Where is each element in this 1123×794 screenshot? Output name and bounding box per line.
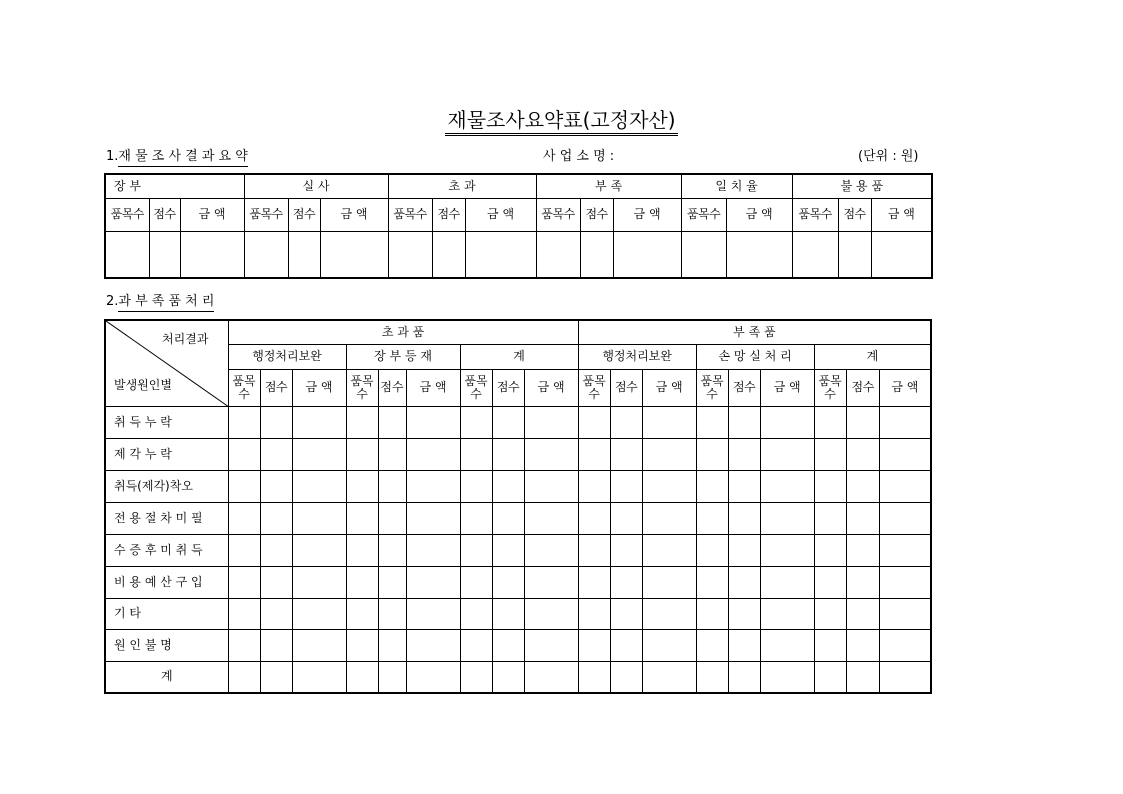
data-cell[interactable] [879, 566, 931, 598]
data-cell[interactable] [846, 534, 879, 566]
data-cell[interactable] [696, 629, 728, 661]
data-cell[interactable] [642, 534, 696, 566]
data-cell[interactable] [879, 406, 931, 438]
col-amount: 금 액 [871, 198, 932, 231]
data-cell[interactable] [406, 534, 460, 566]
data-cell[interactable] [760, 661, 814, 693]
data-cell[interactable] [292, 470, 346, 502]
sub-loss-processing: 손 망 실 처 리 [696, 344, 814, 369]
data-cell[interactable] [292, 598, 346, 629]
data-cell[interactable] [846, 661, 879, 693]
data-cell[interactable] [465, 231, 536, 278]
data-cell[interactable] [406, 661, 460, 693]
data-cell[interactable] [292, 661, 346, 693]
data-cell[interactable] [728, 534, 760, 566]
data-cell[interactable] [492, 629, 524, 661]
col-amount: 금 액 [613, 198, 681, 231]
data-cell[interactable] [760, 406, 814, 438]
data-cell[interactable] [492, 534, 524, 566]
data-cell[interactable] [406, 629, 460, 661]
data-cell[interactable] [524, 661, 578, 693]
data-cell[interactable] [728, 661, 760, 693]
col-count: 점수 [610, 369, 642, 406]
inventory-summary-table [104, 173, 933, 279]
data-cell[interactable] [492, 406, 524, 438]
table-row [105, 502, 931, 534]
data-cell[interactable] [879, 534, 931, 566]
col-count: 점수 [838, 198, 871, 231]
data-cell[interactable] [524, 629, 578, 661]
table-row [105, 534, 931, 566]
data-cell[interactable] [728, 629, 760, 661]
data-cell[interactable] [642, 598, 696, 629]
sub-total: 계 [460, 344, 578, 369]
data-cell[interactable] [406, 502, 460, 534]
data-cell[interactable] [578, 470, 610, 502]
col-count: 점수 [492, 369, 524, 406]
data-cell[interactable] [228, 534, 260, 566]
data-cell[interactable] [378, 629, 406, 661]
data-cell[interactable] [524, 502, 578, 534]
col-item-count: 품목수 [460, 369, 492, 406]
table-row [105, 406, 931, 438]
data-cell[interactable] [460, 566, 492, 598]
data-cell[interactable] [846, 406, 879, 438]
data-cell[interactable] [378, 406, 406, 438]
col-item-count: 품목수 [346, 369, 378, 406]
group-header-excess: 초 과 [388, 174, 536, 198]
data-cell[interactable] [814, 629, 846, 661]
table-row [105, 438, 931, 470]
table-row [105, 566, 931, 598]
data-cell[interactable] [728, 502, 760, 534]
data-cell[interactable] [260, 661, 292, 693]
sub-total: 계 [814, 344, 931, 369]
data-cell[interactable] [288, 231, 320, 278]
data-cell[interactable] [378, 502, 406, 534]
table-row [105, 470, 931, 502]
data-cell[interactable] [642, 629, 696, 661]
diag-bottom-label: 발생원인별 [114, 378, 172, 392]
data-cell[interactable] [460, 470, 492, 502]
data-cell[interactable] [460, 406, 492, 438]
data-cell[interactable] [346, 502, 378, 534]
diagonal-header-cell [105, 320, 228, 406]
col-amount: 금 액 [642, 369, 696, 406]
data-cell[interactable] [292, 502, 346, 534]
data-cell[interactable] [846, 629, 879, 661]
data-cell[interactable] [610, 629, 642, 661]
data-cell[interactable] [879, 470, 931, 502]
section1-label: 재 물 조 사 결 과 요 약 [118, 149, 247, 167]
data-cell[interactable] [378, 598, 406, 629]
data-cell[interactable] [814, 438, 846, 470]
data-cell[interactable] [728, 438, 760, 470]
group-header-match-rate: 일 치 율 [681, 174, 792, 198]
data-cell[interactable] [578, 438, 610, 470]
data-cell[interactable] [578, 534, 610, 566]
data-cell[interactable] [524, 438, 578, 470]
data-cell[interactable] [610, 661, 642, 693]
data-cell[interactable] [346, 438, 378, 470]
data-cell[interactable] [871, 231, 932, 278]
data-cell[interactable] [292, 406, 346, 438]
data-cell[interactable] [814, 406, 846, 438]
data-cell[interactable] [728, 406, 760, 438]
excess-items-header: 초 과 품 [228, 320, 578, 344]
data-cell[interactable] [460, 534, 492, 566]
data-cell[interactable] [838, 231, 871, 278]
data-cell[interactable] [760, 629, 814, 661]
row-label: 취득(제각)착오 [105, 470, 228, 502]
data-cell[interactable] [846, 502, 879, 534]
col-count: 점수 [260, 369, 292, 406]
data-cell[interactable] [260, 629, 292, 661]
data-cell[interactable] [406, 438, 460, 470]
col-item-count: 품목수 [578, 369, 610, 406]
data-cell[interactable] [524, 470, 578, 502]
data-cell[interactable] [524, 566, 578, 598]
data-cell[interactable] [228, 470, 260, 502]
data-cell[interactable] [610, 566, 642, 598]
diag-top-label: 처리결과 [162, 332, 209, 346]
data-cell[interactable] [760, 502, 814, 534]
unit-label: (단위 : 원) [858, 149, 919, 164]
data-cell[interactable] [760, 438, 814, 470]
col-item-count: 품목수 [696, 369, 728, 406]
data-cell[interactable] [228, 661, 260, 693]
data-cell[interactable] [696, 661, 728, 693]
data-cell[interactable] [260, 534, 292, 566]
data-cell[interactable] [610, 470, 642, 502]
data-cell[interactable] [814, 502, 846, 534]
col-amount: 금 액 [879, 369, 931, 406]
data-cell[interactable] [696, 566, 728, 598]
shortage-excess-table [104, 319, 932, 694]
data-cell[interactable] [228, 438, 260, 470]
col-count: 점수 [432, 198, 465, 231]
data-cell[interactable] [492, 598, 524, 629]
data-cell[interactable] [642, 406, 696, 438]
data-cell[interactable] [578, 629, 610, 661]
data-cell[interactable] [760, 470, 814, 502]
data-cell[interactable] [642, 566, 696, 598]
row-label: 비 용 예 산 구 입 [105, 566, 228, 598]
data-cell[interactable] [346, 661, 378, 693]
data-cell[interactable] [228, 406, 260, 438]
data-cell[interactable] [105, 231, 149, 278]
data-cell[interactable] [460, 502, 492, 534]
data-cell[interactable] [613, 231, 681, 278]
page-title: 재물조사요약표(고정자산) [0, 104, 1123, 133]
col-count: 점수 [149, 198, 180, 231]
data-cell[interactable] [378, 438, 406, 470]
col-amount: 금 액 [180, 198, 244, 231]
col-amount: 금 액 [320, 198, 388, 231]
col-item-count: 품목수 [814, 369, 846, 406]
group-header-unused: 불 용 품 [792, 174, 932, 198]
col-amount: 금 액 [406, 369, 460, 406]
data-cell[interactable] [728, 470, 760, 502]
data-cell[interactable] [578, 661, 610, 693]
data-cell[interactable] [792, 231, 838, 278]
data-cell[interactable] [346, 629, 378, 661]
data-cell[interactable] [760, 566, 814, 598]
section1-heading: 1.재 물 조 사 결 과 요 약 [106, 145, 248, 164]
sub-admin-supplement: 행정처리보완 [578, 344, 696, 369]
row-label: 기 타 [105, 598, 228, 629]
data-cell[interactable] [492, 438, 524, 470]
data-cell[interactable] [578, 598, 610, 629]
sub-ledger-registration: 장 부 등 재 [346, 344, 460, 369]
table-row [105, 661, 931, 693]
row-label: 제 각 누 락 [105, 438, 228, 470]
row-label: 취 득 누 락 [105, 406, 228, 438]
data-cell[interactable] [228, 566, 260, 598]
col-count: 점수 [288, 198, 320, 231]
data-cell[interactable] [524, 406, 578, 438]
group-header-actual: 실 사 [244, 174, 388, 198]
section2-heading: 2.과 부 족 품 처 리 [106, 290, 214, 309]
business-office-label: 사 업 소 명 : [543, 149, 615, 164]
data-cell[interactable] [244, 231, 288, 278]
data-cell[interactable] [696, 406, 728, 438]
data-cell[interactable] [388, 231, 432, 278]
data-cell[interactable] [260, 406, 292, 438]
row-label: 수 증 후 미 취 득 [105, 534, 228, 566]
data-cell[interactable] [846, 470, 879, 502]
table-row [105, 629, 931, 661]
data-cell[interactable] [406, 406, 460, 438]
shortage-items-header: 부 족 품 [578, 320, 931, 344]
data-cell[interactable] [681, 231, 726, 278]
data-cell[interactable] [260, 470, 292, 502]
col-count: 점수 [378, 369, 406, 406]
col-item-count: 품목수 [792, 198, 838, 231]
data-cell[interactable] [536, 231, 580, 278]
data-cell[interactable] [260, 502, 292, 534]
col-item-count: 품목수 [536, 198, 580, 231]
data-cell[interactable] [879, 438, 931, 470]
row-label: 전 용 절 차 미 필 [105, 502, 228, 534]
data-cell[interactable] [260, 438, 292, 470]
data-cell[interactable] [879, 598, 931, 629]
data-cell[interactable] [726, 231, 792, 278]
data-cell[interactable] [696, 598, 728, 629]
data-cell[interactable] [228, 598, 260, 629]
data-cell[interactable] [610, 598, 642, 629]
col-amount: 금 액 [292, 369, 346, 406]
data-cell[interactable] [578, 502, 610, 534]
data-cell[interactable] [378, 661, 406, 693]
data-cell[interactable] [879, 502, 931, 534]
data-cell[interactable] [260, 566, 292, 598]
col-item-count: 품목수 [388, 198, 432, 231]
col-count: 점수 [580, 198, 613, 231]
data-cell[interactable] [492, 566, 524, 598]
data-cell[interactable] [814, 661, 846, 693]
col-amount: 금 액 [465, 198, 536, 231]
data-cell[interactable] [578, 406, 610, 438]
data-cell[interactable] [292, 566, 346, 598]
data-cell[interactable] [378, 470, 406, 502]
data-cell[interactable] [524, 534, 578, 566]
data-cell[interactable] [578, 566, 610, 598]
data-cell[interactable] [292, 438, 346, 470]
data-cell[interactable] [879, 661, 931, 693]
data-cell[interactable] [346, 470, 378, 502]
data-cell[interactable] [346, 566, 378, 598]
data-cell[interactable] [696, 438, 728, 470]
data-cell[interactable] [696, 470, 728, 502]
row-label: 원 인 불 명 [105, 629, 228, 661]
data-cell[interactable] [346, 534, 378, 566]
group-header-shortage: 부 족 [536, 174, 681, 198]
data-cell[interactable] [642, 438, 696, 470]
data-cell[interactable] [610, 406, 642, 438]
data-cell[interactable] [610, 502, 642, 534]
col-item-count: 품목수 [681, 198, 726, 231]
data-cell[interactable] [378, 534, 406, 566]
data-cell[interactable] [260, 598, 292, 629]
data-cell[interactable] [432, 231, 465, 278]
data-cell[interactable] [814, 598, 846, 629]
data-cell[interactable] [460, 598, 492, 629]
data-cell[interactable] [320, 231, 388, 278]
data-cell[interactable] [292, 629, 346, 661]
col-count: 점수 [728, 369, 760, 406]
data-cell[interactable] [492, 470, 524, 502]
data-cell[interactable] [492, 661, 524, 693]
data-cell[interactable] [846, 598, 879, 629]
data-cell[interactable] [760, 598, 814, 629]
data-cell[interactable] [696, 534, 728, 566]
data-cell[interactable] [460, 629, 492, 661]
data-cell[interactable] [406, 566, 460, 598]
row-label: 계 [105, 661, 228, 693]
data-cell[interactable] [728, 566, 760, 598]
data-cell[interactable] [814, 534, 846, 566]
data-cell[interactable] [149, 231, 180, 278]
data-cell[interactable] [580, 231, 613, 278]
data-cell[interactable] [492, 502, 524, 534]
data-cell[interactable] [642, 502, 696, 534]
table-row [105, 598, 931, 629]
data-cell[interactable] [180, 231, 244, 278]
sub-admin-supplement: 행정처리보완 [228, 344, 346, 369]
data-cell[interactable] [642, 661, 696, 693]
data-cell[interactable] [879, 629, 931, 661]
col-count: 점수 [846, 369, 879, 406]
data-cell[interactable] [846, 566, 879, 598]
col-amount: 금 액 [760, 369, 814, 406]
col-item-count: 품목수 [105, 198, 149, 231]
data-cell[interactable] [610, 438, 642, 470]
data-cell[interactable] [346, 598, 378, 629]
section2-label: 과 부 족 품 처 리 [118, 294, 214, 312]
data-cell[interactable] [406, 470, 460, 502]
data-cell[interactable] [292, 534, 346, 566]
data-cell[interactable] [610, 534, 642, 566]
data-cell[interactable] [346, 406, 378, 438]
data-cell[interactable] [460, 438, 492, 470]
col-item-count: 품목수 [244, 198, 288, 231]
data-cell[interactable] [760, 534, 814, 566]
data-cell[interactable] [460, 661, 492, 693]
data-cell[interactable] [696, 502, 728, 534]
data-cell[interactable] [814, 470, 846, 502]
data-cell[interactable] [228, 629, 260, 661]
data-cell[interactable] [814, 566, 846, 598]
data-cell[interactable] [228, 502, 260, 534]
data-cell[interactable] [642, 470, 696, 502]
col-amount: 금 액 [726, 198, 792, 231]
data-cell[interactable] [728, 598, 760, 629]
data-cell[interactable] [406, 598, 460, 629]
col-item-count: 품목수 [228, 369, 260, 406]
col-amount: 금 액 [524, 369, 578, 406]
data-cell[interactable] [524, 598, 578, 629]
data-cell[interactable] [846, 438, 879, 470]
data-row [105, 231, 932, 278]
column-header-row [105, 369, 931, 406]
data-cell[interactable] [378, 566, 406, 598]
group-header-ledger: 장 부 [105, 174, 244, 198]
